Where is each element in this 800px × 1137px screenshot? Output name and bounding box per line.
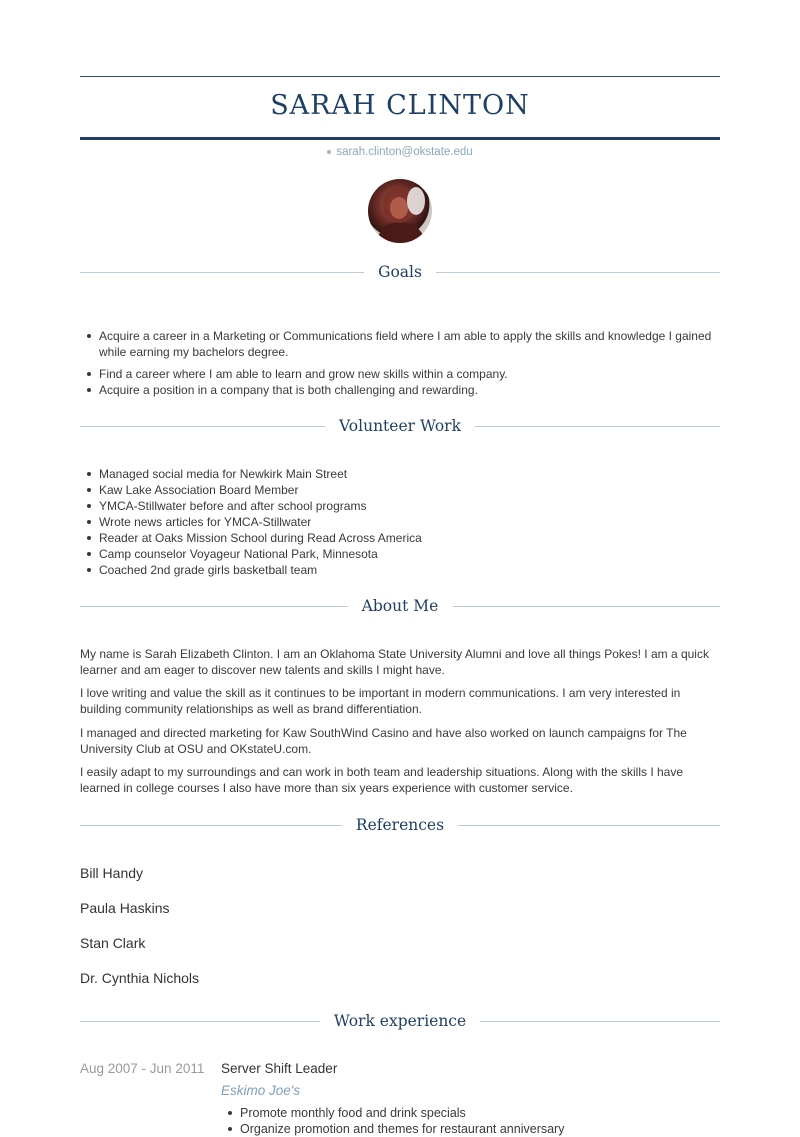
reference-name: Bill Handy bbox=[80, 865, 144, 881]
section-title: References bbox=[342, 815, 458, 835]
work-section-header bbox=[80, 1011, 720, 1031]
profile-photo bbox=[368, 179, 432, 243]
about-paragraph: I managed and directed marketing for Kaw SouthWind Casino and have also worked on launch campaigns for The University Club at OSU and OKstateU.com. bbox=[80, 726, 687, 756]
references-section-header bbox=[80, 815, 720, 835]
reference-name: Stan Clark bbox=[80, 935, 146, 951]
list-item: YMCA-Stillwater before and after school programs bbox=[99, 498, 739, 514]
candidate-name: SARAH CLINTON bbox=[270, 90, 530, 121]
volunteer-list bbox=[80, 466, 739, 578]
list-item: Kaw Lake Association Board Member bbox=[99, 482, 739, 498]
list-item: Managed social media for Newkirk Main Street bbox=[99, 466, 739, 482]
about-paragraph: My name is Sarah Elizabeth Clinton. I am an Oklahoma State University Alumni and love all things Pokes! I am a quick learner and am eager to discover new talents and skills I might have. bbox=[80, 647, 709, 677]
list-item: Camp counselor Voyageur National Park, Minnesota bbox=[99, 546, 739, 562]
section-title: Goals bbox=[364, 262, 436, 282]
job-duties-list bbox=[221, 1105, 739, 1137]
list-item: Acquire a career in a Marketing or Communications field where I am able to apply the skills and knowledge I gained while earning my bachelors degree. bbox=[99, 328, 739, 360]
job-title: Server Shift Leader bbox=[221, 1061, 338, 1076]
avatar bbox=[368, 179, 432, 243]
email-link[interactable]: sarah.clinton@okstate.edu bbox=[336, 146, 473, 158]
goals-section-header bbox=[80, 262, 720, 282]
reference-name: Dr. Cynthia Nichols bbox=[80, 970, 200, 986]
list-item: Find a career where I am able to learn and grow new skills within a company. bbox=[99, 366, 739, 382]
list-item: Coached 2nd grade girls basketball team bbox=[99, 562, 739, 578]
about-section-header bbox=[80, 596, 720, 616]
section-title: Volunteer Work bbox=[325, 416, 475, 436]
about-paragraph: I easily adapt to my surroundings and can work in both team and leadership situations. Along with the skills I have learned in college courses I also have more than six years experience with customer service. bbox=[80, 765, 684, 795]
list-item: Organize promotion and themes for restaurant anniversary bbox=[240, 1121, 739, 1137]
list-item: Promote monthly food and drink specials bbox=[240, 1105, 739, 1121]
list-item: Acquire a position in a company that is both challenging and rewarding. bbox=[99, 382, 739, 398]
about-paragraph: I love writing and value the skill as it continues to be important in modern communications. I am very interested in building community relationships as well as brand differentiation. bbox=[80, 686, 681, 716]
goals-list bbox=[80, 328, 739, 398]
section-title: About Me bbox=[348, 596, 453, 616]
job-date-range: Aug 2007 - Jun 2011 bbox=[80, 1061, 205, 1076]
job-company: Eskimo Joe's bbox=[221, 1083, 301, 1098]
header-bottom-rule bbox=[80, 137, 720, 140]
list-item: Reader at Oaks Mission School during Read Across America bbox=[99, 530, 739, 546]
header-top-rule bbox=[80, 76, 720, 77]
contact-line bbox=[80, 146, 720, 158]
section-title: Work experience bbox=[320, 1011, 480, 1031]
reference-name: Paula Haskins bbox=[80, 900, 170, 916]
bullet-icon bbox=[327, 150, 331, 154]
volunteer-section-header bbox=[80, 416, 720, 436]
list-item: Wrote news articles for YMCA-Stillwater bbox=[99, 514, 739, 530]
